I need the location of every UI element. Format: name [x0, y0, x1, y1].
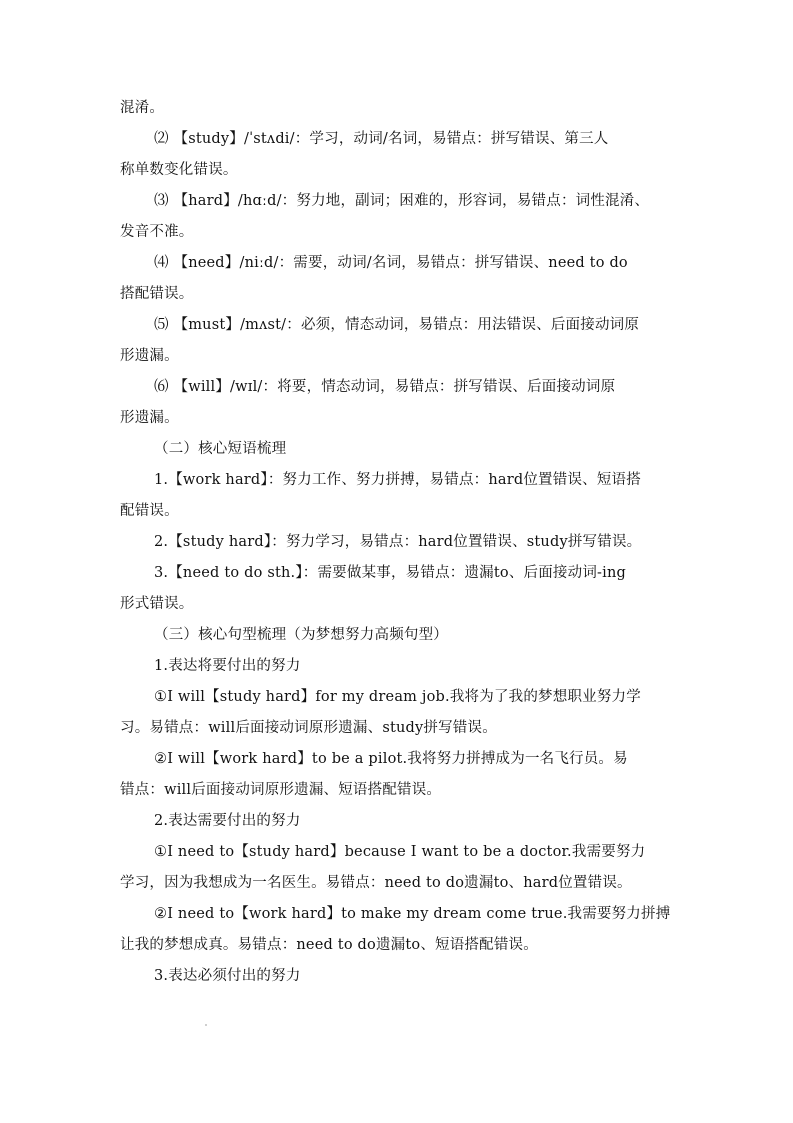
- section-heading-phrases: （二）核心短语梳理: [154, 441, 287, 457]
- vocab-item-need: ⑷ 【need】/niːd/：需要，动词/名词，易错点：拼写错误、need to do: [154, 255, 628, 271]
- subheading-will: 1.表达将要付出的努力: [154, 658, 301, 674]
- subheading-must: 3.表达必须付出的努力: [154, 968, 301, 984]
- text-line: 形式错误。: [120, 596, 194, 612]
- example-sentence: ①I will【study hard】for my dream job.我将为了我的梦想职业努力学: [154, 689, 641, 705]
- text-line: 形遗漏。: [120, 410, 179, 426]
- text-line: 让我的梦想成真。易错点：need to do遗漏to、短语搭配错误。: [120, 937, 538, 953]
- section-heading-sentences: （三）核心句型梳理（为梦想努力高频句型）: [154, 627, 448, 643]
- text-line: 错点：will后面接动词原形遗漏、短语搭配错误。: [120, 782, 442, 798]
- text-line: 混淆。: [120, 100, 165, 116]
- page-mark: [205, 1024, 207, 1026]
- text-line: 发音不准。: [120, 224, 194, 240]
- vocab-item-study: ⑵ 【study】/ˈstʌdi/：学习，动词/名词，易错点：拼写错误、第三人: [154, 131, 609, 147]
- text-line: 称单数变化错误。: [120, 162, 238, 178]
- text-line: 形遗漏。: [120, 348, 179, 364]
- example-sentence: ②I need to【work hard】to make my dream come true.我需要努力拼搏: [154, 906, 671, 922]
- vocab-item-hard: ⑶ 【hard】/hɑːd/：努力地，副词；困难的，形容词，易错点：词性混淆、: [154, 193, 650, 209]
- subheading-need: 2.表达需要付出的努力: [154, 813, 301, 829]
- text-line: 习。易错点：will后面接动词原形遗漏、study拼写错误。: [120, 720, 497, 736]
- text-line: 学习，因为我想成为一名医生。易错点：need to do遗漏to、hard位置错误。: [120, 875, 632, 891]
- text-line: 搭配错误。: [120, 286, 194, 302]
- vocab-item-will: ⑹ 【will】/wɪl/：将要，情态动词，易错点：拼写错误、后面接动词原: [154, 379, 616, 395]
- document-body: [120, 93, 680, 992]
- example-sentence: ①I need to【study hard】because I want to be a doctor.我需要努力: [154, 844, 646, 860]
- example-sentence: ②I will【work hard】to be a pilot.我将努力拼搏成为一名飞行员。易: [154, 751, 628, 767]
- phrase-item-work-hard: 1.【work hard】：努力工作、努力拼搏，易错点：hard位置错误、短语搭: [154, 472, 641, 488]
- text-line: 配错误。: [120, 503, 179, 519]
- phrase-item-study-hard: 2.【study hard】：努力学习，易错点：hard位置错误、study拼写错误。: [154, 534, 642, 550]
- phrase-item-need-to-do: 3.【need to do sth.】：需要做某事，易错点：遗漏to、后面接动词-ing: [154, 565, 626, 581]
- vocab-item-must: ⑸ 【must】/mʌst/：必须，情态动词，易错点：用法错误、后面接动词原: [154, 317, 640, 333]
